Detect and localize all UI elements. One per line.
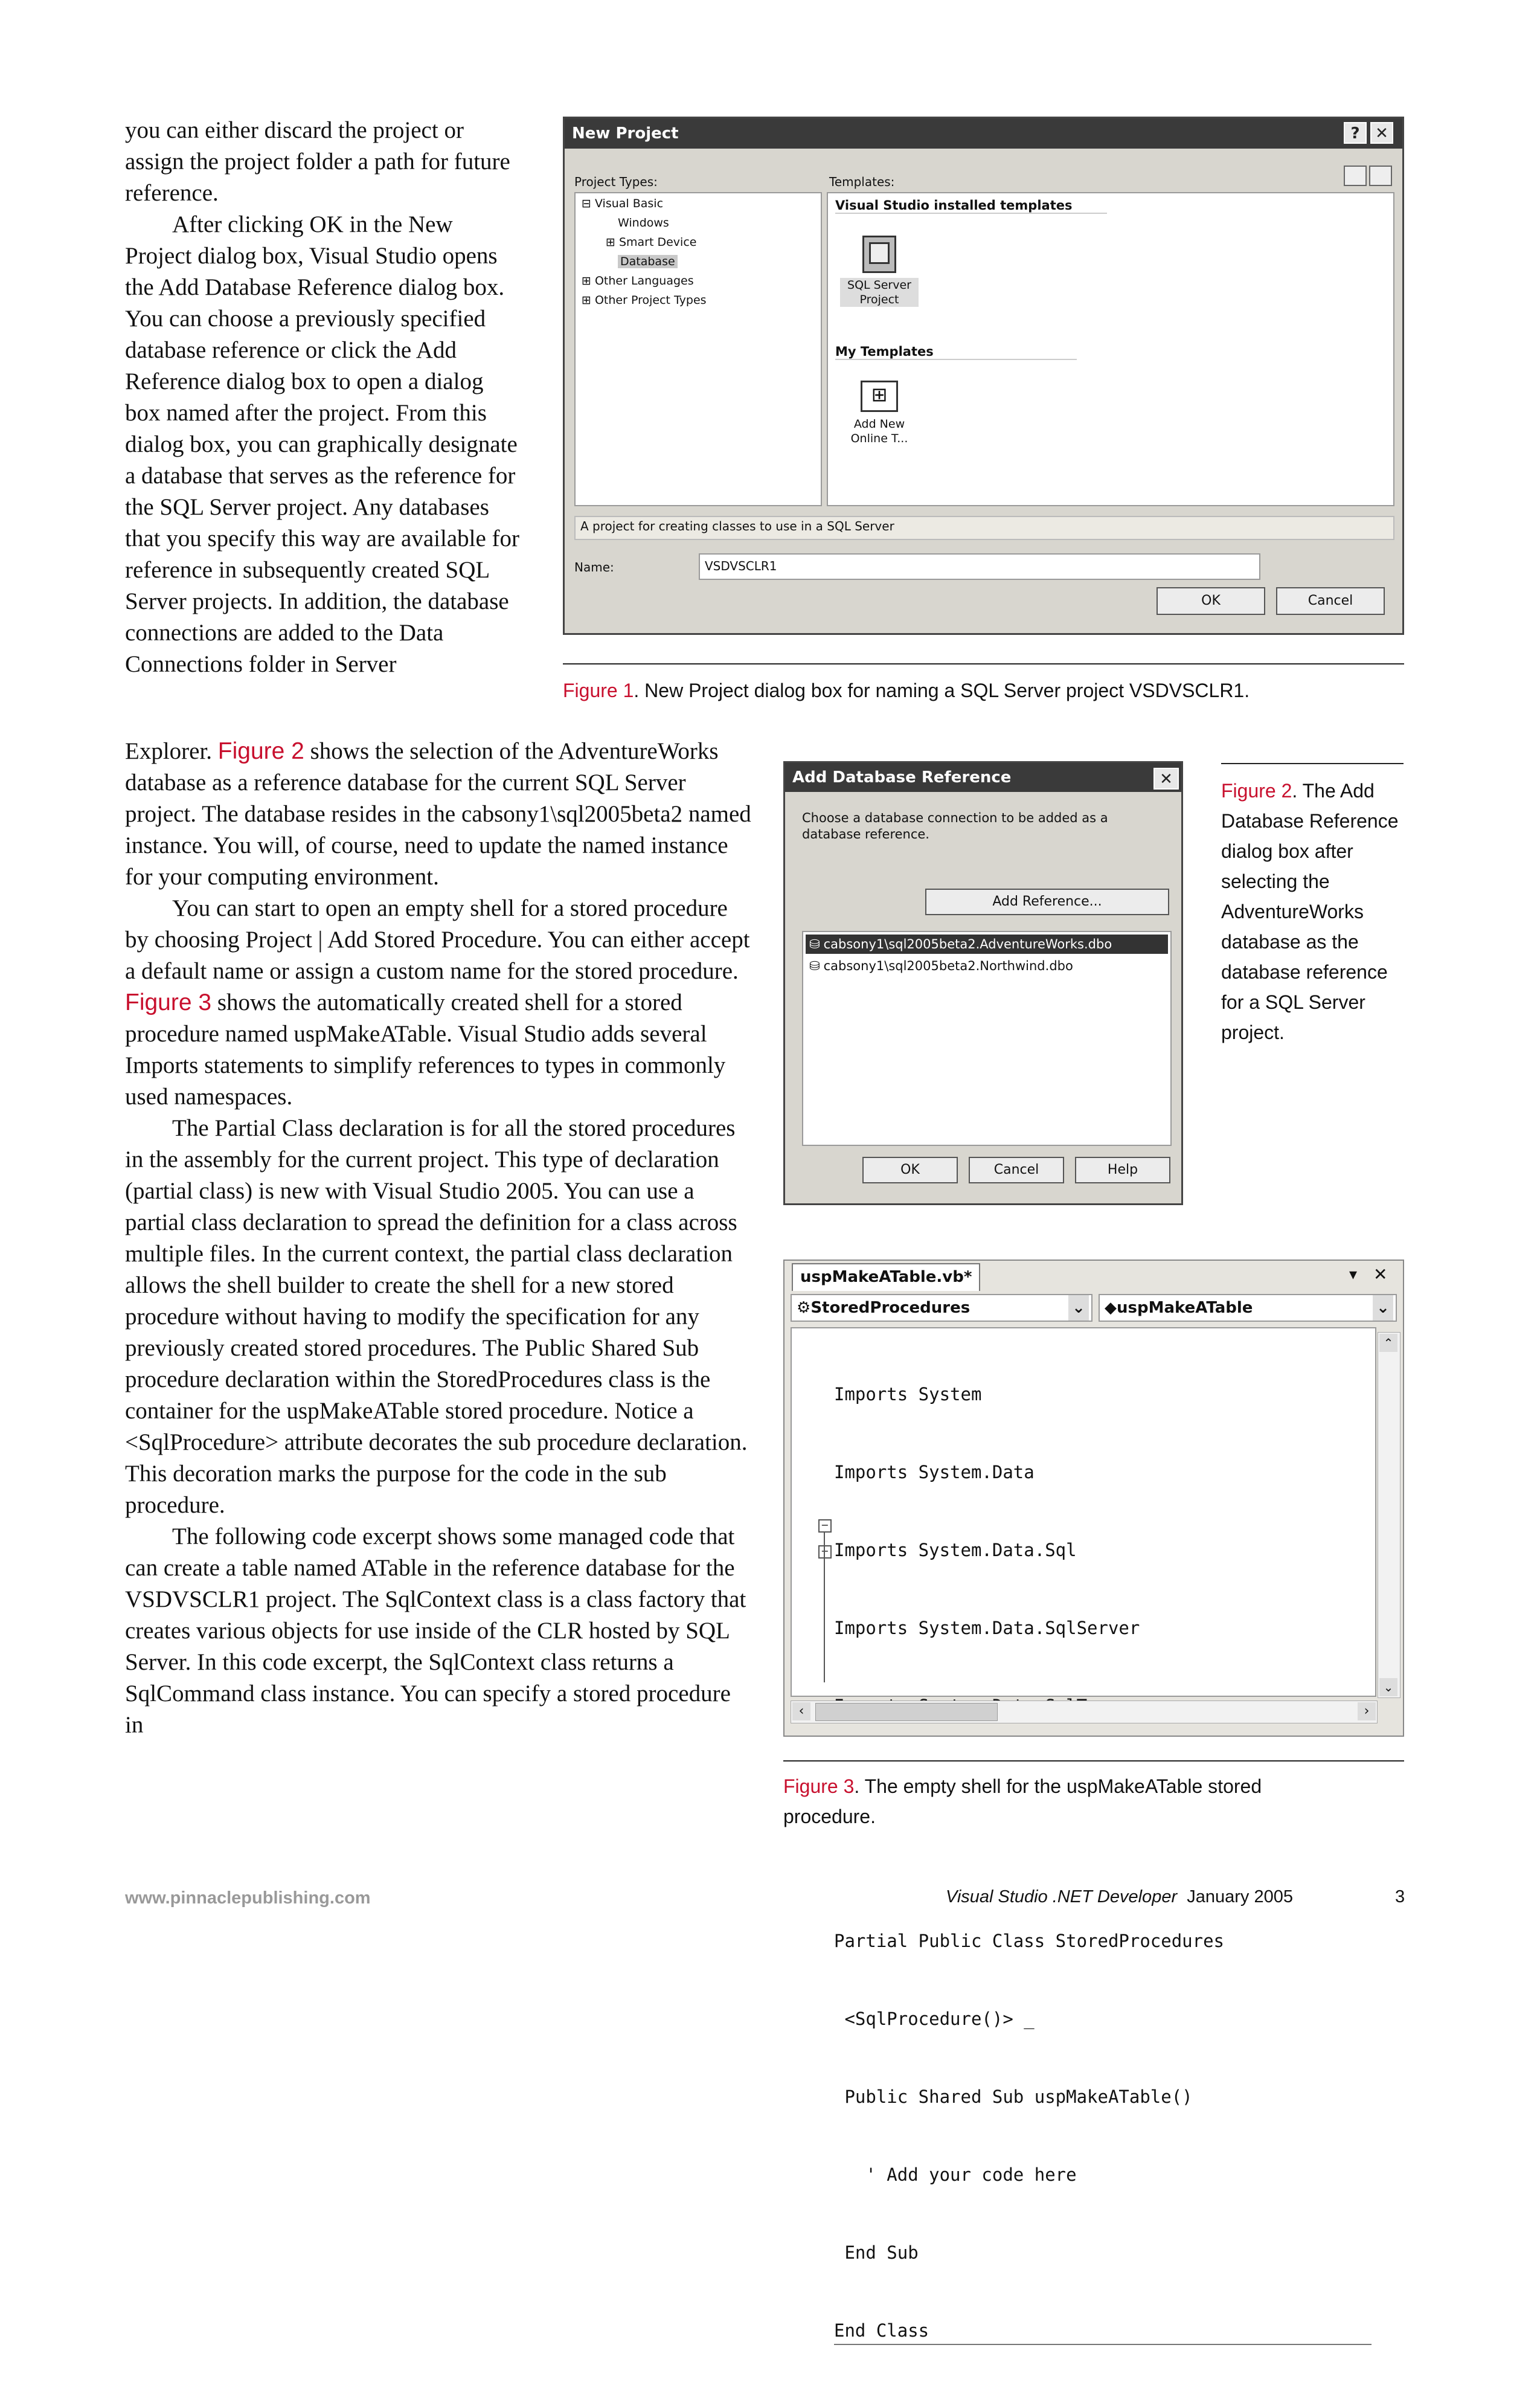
text-run: shows the selection of the AdventureWorks database as a reference database for the current SQL Server project. The database resides in the cabsony1\sql2005beta2 named instance. You will, of course, need to update the named instance for your computing environment. bbox=[125, 738, 751, 890]
scroll-thumb[interactable] bbox=[815, 1703, 998, 1721]
code-line: Imports System.Data.SqlServer bbox=[834, 1618, 1140, 1638]
connection-item-selected[interactable]: ⛁ cabsony1\sql2005beta2.AdventureWorks.dbo bbox=[806, 935, 1168, 954]
template-description: A project for creating classes to use in a SQL Server bbox=[574, 516, 1394, 540]
code-line: Partial Public Class StoredProcedures bbox=[834, 1931, 1225, 1951]
tree-item-windows[interactable]: Windows bbox=[618, 216, 669, 230]
code-line: Public Shared Sub uspMakeATable() bbox=[834, 2087, 1193, 2107]
figure-3-link[interactable]: Figure 3 bbox=[125, 989, 212, 1015]
name-input[interactable]: VSDVSCLR1 bbox=[699, 553, 1260, 580]
help-button[interactable]: ? bbox=[1344, 122, 1367, 144]
body-column-top bbox=[125, 115, 524, 680]
body-column-bottom bbox=[125, 736, 753, 1741]
scroll-down-icon[interactable]: ⌄ bbox=[1379, 1678, 1397, 1696]
page-number: 3 bbox=[1395, 1887, 1405, 1906]
paragraph bbox=[125, 893, 753, 1113]
caption-text: . New Project dialog box for naming a SQL Server project VSDVSCLR1. bbox=[634, 680, 1250, 701]
code-line: Imports System.Data.Sql bbox=[834, 1540, 1077, 1560]
scroll-right-icon[interactable]: › bbox=[1358, 1702, 1376, 1720]
figure-3-rule bbox=[783, 1760, 1404, 1762]
chevron-down-icon: ⌄ bbox=[1068, 1295, 1089, 1321]
horizontal-scrollbar[interactable] bbox=[791, 1700, 1378, 1723]
database-icon: ⛁ bbox=[809, 937, 820, 951]
text-run: You can start to open an empty shell for a stored procedure by choosing Project | Add Stored Procedure. You can either accept a default name or assign a custom name for the stored procedure. bbox=[125, 895, 750, 984]
paragraph: After clicking OK in the New Project dialog box, Visual Studio opens the Add Database Reference dialog box. You can choose a previously specified database reference or click the Add Reference dialog box to open a dialog box named after the project. From this dialog box, you can graphically designate a database that serves as the reference for the SQL Server project. Any databases that you specify this way are available for reference in subsequently created SQL Server projects. In addition, the database connections are added to the Data Connections folder in Server bbox=[125, 211, 520, 677]
figure-2-rule bbox=[1221, 763, 1404, 764]
installed-templates-header: Visual Studio installed templates bbox=[835, 198, 1107, 214]
tree-item-other-project-types[interactable]: ⊞ Other Project Types bbox=[582, 294, 707, 307]
code-line: Imports System bbox=[834, 1384, 982, 1404]
editor-tab[interactable]: uspMakeATable.vb* bbox=[792, 1263, 980, 1291]
scroll-up-icon[interactable]: ⌃ bbox=[1379, 1334, 1397, 1352]
project-types-label: Project Types: bbox=[574, 175, 658, 189]
code-line: End Sub bbox=[834, 2242, 919, 2263]
name-label: Name: bbox=[574, 560, 614, 574]
sql-server-project-template[interactable]: SQL Server Project bbox=[840, 236, 919, 307]
database-icon: ⛁ bbox=[809, 959, 820, 973]
add-database-reference-dialog bbox=[783, 761, 1183, 1205]
my-templates-header: My Templates bbox=[835, 344, 1077, 360]
search-online-template[interactable]: ⊞ Add New Online T... bbox=[840, 381, 919, 446]
connections-list[interactable] bbox=[802, 931, 1172, 1146]
tree-item-other-languages[interactable]: ⊞ Other Languages bbox=[582, 274, 694, 288]
database-project-icon bbox=[862, 236, 896, 273]
close-button[interactable]: ✕ bbox=[1153, 768, 1179, 790]
caption-label: Figure 1 bbox=[563, 680, 634, 701]
instruction-text: Choose a database connection to be added as a database reference. bbox=[802, 811, 1108, 841]
figure-2-caption bbox=[1221, 776, 1402, 1047]
figure-3-caption bbox=[783, 1771, 1327, 1832]
paragraph bbox=[125, 736, 753, 893]
caption-label: Figure 2 bbox=[1221, 780, 1292, 802]
text-run: Explorer. bbox=[125, 738, 218, 764]
new-project-dialog bbox=[563, 117, 1404, 635]
caption-label: Figure 3 bbox=[783, 1775, 855, 1797]
paragraph: you can either discard the project or assign the project folder a path for future reference. bbox=[125, 117, 510, 206]
method-dropdown[interactable]: ◆uspMakeATable ⌄ bbox=[1099, 1294, 1397, 1322]
code-line: <SqlProcedure()> _ bbox=[834, 2009, 1035, 2029]
magazine-title: Visual Studio .NET Developer bbox=[946, 1887, 1178, 1906]
tree-item-database[interactable]: Database bbox=[618, 255, 678, 268]
close-icon[interactable]: ✕ bbox=[1373, 1264, 1388, 1284]
footer-magazine bbox=[946, 1887, 1293, 1907]
class-dropdown[interactable]: ⚙StoredProcedures ⌄ bbox=[791, 1294, 1092, 1322]
collapse-sub-icon[interactable]: − bbox=[818, 1545, 832, 1559]
dialog-title: New Project bbox=[565, 118, 1402, 149]
figure-1-rule bbox=[563, 663, 1404, 664]
close-button[interactable]: ✕ bbox=[1370, 122, 1393, 144]
code-line: Imports System.Data bbox=[834, 1462, 1035, 1482]
code-line: End Class bbox=[834, 2318, 1372, 2345]
ok-button[interactable]: OK bbox=[1157, 587, 1265, 615]
figure-2-link[interactable]: Figure 2 bbox=[217, 738, 304, 764]
cancel-button[interactable]: Cancel bbox=[1276, 587, 1385, 615]
window-position-icon[interactable]: ▾ bbox=[1349, 1266, 1358, 1284]
small-icons-view-icon[interactable] bbox=[1369, 166, 1392, 186]
project-types-tree[interactable] bbox=[574, 192, 822, 506]
paragraph: The Partial Class declaration is for all the stored procedures in the assembly for the current project. This type of declaration (partial class) is new with Visual Studio 2005. You can use a partial class declaration to spread the definition for a class across multiple files. In the current context, the partial class declaration allows the shell builder to create the shell for a new stored procedure without having to modify the specification for any previously created stored procedures. The Public Shared Sub procedure declaration within the StoredProcedures class is the container for the uspMakeATable stored procedure. Notice a <SqlProcedure> attribute decorates the sub procedure declaration. This decoration marks the purpose for the code in the sub procedure. bbox=[125, 1115, 748, 1518]
tree-item-visual-basic[interactable]: ⊟ Visual Basic bbox=[582, 197, 664, 210]
tree-item-smart-device[interactable]: ⊞ Smart Device bbox=[606, 236, 697, 249]
collapse-class-icon[interactable]: − bbox=[818, 1519, 832, 1533]
outline-line bbox=[824, 1531, 825, 1682]
connection-item[interactable]: ⛁ cabsony1\sql2005beta2.Northwind.dbo bbox=[806, 956, 1168, 976]
help-button[interactable]: Help bbox=[1075, 1157, 1170, 1183]
ok-button[interactable]: OK bbox=[862, 1157, 958, 1183]
templates-list[interactable] bbox=[827, 192, 1394, 506]
code-line bbox=[834, 1850, 1372, 1876]
class-icon: ⚙ bbox=[797, 1299, 811, 1317]
footer-url[interactable]: www.pinnaclepublishing.com bbox=[125, 1888, 371, 1908]
code-text[interactable] bbox=[834, 1330, 1372, 2397]
templates-label: Templates: bbox=[829, 175, 895, 189]
dialog-title: Add Database Reference bbox=[785, 763, 1181, 792]
large-icons-view-icon[interactable] bbox=[1344, 166, 1367, 186]
code-line: ' Add your code here bbox=[834, 2164, 1077, 2185]
chevron-down-icon: ⌄ bbox=[1373, 1295, 1393, 1321]
add-reference-button[interactable]: Add Reference... bbox=[925, 889, 1169, 915]
method-icon: ◆ bbox=[1105, 1299, 1117, 1317]
paragraph: The following code excerpt shows some managed code that can create a table named ATable in the reference database for the VSDVSCLR1 project. The SqlContext class is a class factory that creates various objects for use inside of the CLR hosted by SQL Server. In this code excerpt, the SqlContext class returns a SqlCommand class instance. You can specify a stored procedure in bbox=[125, 1523, 746, 1738]
cancel-button[interactable]: Cancel bbox=[969, 1157, 1064, 1183]
text-run: shows the automatically created shell for a stored procedure named uspMakeATable. Visual Studio adds several Imports statements to simplify references to types in commonly used namespaces. bbox=[125, 989, 726, 1110]
scroll-left-icon[interactable]: ‹ bbox=[792, 1702, 810, 1720]
add-template-icon: ⊞ bbox=[861, 381, 898, 412]
figure-1-caption bbox=[563, 675, 1404, 706]
caption-text: . The Add Database Reference dialog box after selecting the AdventureWorks database as the database reference for a SQL Server project. bbox=[1221, 780, 1399, 1043]
vertical-scrollbar[interactable] bbox=[1378, 1332, 1400, 1698]
issue-date: January 2005 bbox=[1187, 1887, 1293, 1906]
caption-text: . The empty shell for the uspMakeATable stored procedure. bbox=[783, 1775, 1262, 1827]
